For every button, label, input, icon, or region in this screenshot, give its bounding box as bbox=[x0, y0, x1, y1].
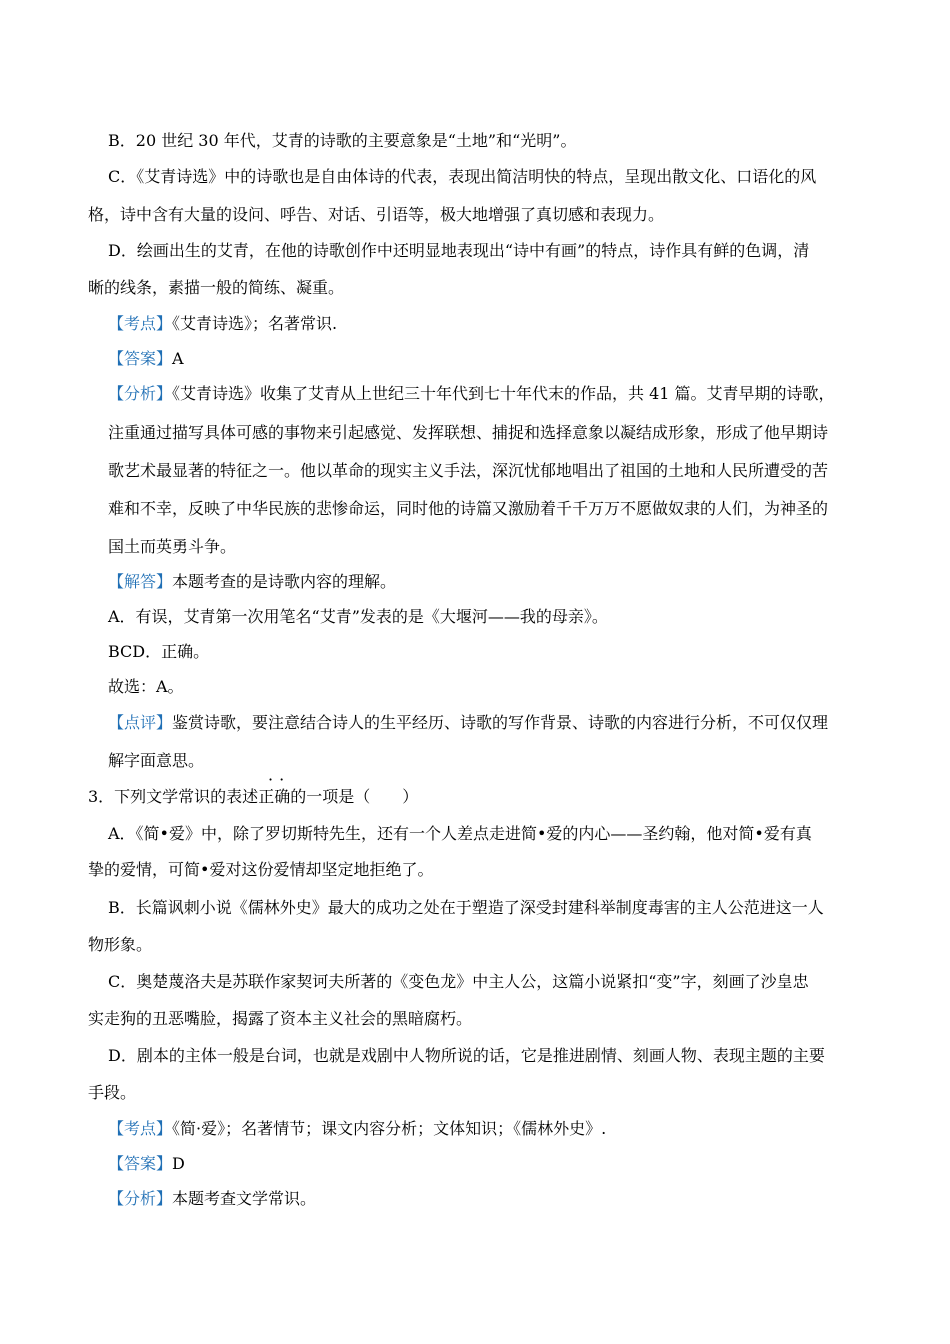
q2-option-d-line2: 晰的线条，素描一般的简练、凝重。 bbox=[88, 278, 345, 297]
q3-fenxi bbox=[108, 1189, 316, 1209]
q2-jieda-a: A．有误，艾青第一次用笔名“艾青”发表的是《大堰河——我的母亲》。 bbox=[108, 607, 608, 626]
q3-stem-after: 的一项是（ ） bbox=[290, 787, 419, 806]
q3-option-a-line2: 挚的爱情，可简•爱对这份爱情却坚定地拒绝了。 bbox=[88, 860, 434, 879]
q2-fenxi-line1 bbox=[108, 384, 835, 404]
dianping-text: 鉴赏诗歌，要注意结合诗人的生平经历、诗歌的写作背景、诗歌的内容进行分析，不可仅仅理 bbox=[172, 713, 829, 732]
q3-kaodian bbox=[108, 1119, 606, 1139]
answer-text: A bbox=[172, 349, 184, 368]
q3-option-d-line2: 手段。 bbox=[88, 1083, 137, 1102]
kaodian-label: 【考点】 bbox=[108, 314, 173, 333]
q2-dianping-line1 bbox=[108, 713, 828, 733]
dianping-label: 【点评】 bbox=[108, 713, 173, 732]
q3-option-c-line1: C．奥楚蔑洛夫是苏联作家契诃夫所著的《变色龙》中主人公，这篇小说紧扣“变”字，刻画了沙皇忠 bbox=[108, 972, 809, 991]
answer-label: 【答案】 bbox=[108, 1154, 173, 1173]
q3-stem bbox=[88, 787, 418, 807]
q3-option-b-line1: B．长篇讽刺小说《儒林外史》最大的成功之处在于塑造了深受封建科举制度毒害的主人公范进这一人 bbox=[108, 898, 824, 917]
q2-option-c-line2: 格，诗中含有大量的设问、呼告、对话、引语等，极大地增强了真切感和表现力。 bbox=[88, 205, 665, 224]
q2-jieda-bcd: BCD．正确。 bbox=[108, 642, 210, 661]
jieda-text: 本题考查的是诗歌内容的理解。 bbox=[172, 572, 397, 591]
q2-answer bbox=[108, 349, 184, 369]
q3-stem-emphasis: 正确 bbox=[258, 787, 291, 806]
kaodian-text: 《简·爱》；名著情节；课文内容分析；文体知识；《儒林外史》. bbox=[172, 1119, 607, 1138]
q2-kaodian bbox=[108, 314, 337, 334]
fenxi-text: 本题考查文学常识。 bbox=[172, 1189, 317, 1208]
q3-option-b-line2: 物形象。 bbox=[88, 935, 153, 954]
kaodian-text: 《艾青诗选》；名著常识. bbox=[172, 314, 338, 333]
kaodian-label: 【考点】 bbox=[108, 1119, 173, 1138]
q2-fenxi-line5: 国土而英勇斗争。 bbox=[108, 537, 237, 556]
q2-fenxi-line4: 难和不幸，反映了中华民族的悲惨命运，同时他的诗篇又激励着千千万万不愿做奴隶的人们，为神圣的 bbox=[108, 499, 829, 518]
q2-jieda bbox=[108, 572, 396, 592]
fenxi-text: 《艾青诗选》收集了艾青从上世纪三十年代到七十年代末的作品，共 41 篇。艾青早期的诗歌， bbox=[172, 384, 835, 403]
q2-fenxi-line2: 注重通过描写具体可感的事物来引起感觉、发挥联想、捕捉和选择意象以凝结成形象，形成了他早期诗 bbox=[108, 423, 829, 442]
q3-option-c-line2: 实走狗的丑恶嘴脸，揭露了资本主义社会的黑暗腐朽。 bbox=[88, 1009, 473, 1028]
emphasis-dots: ·· bbox=[268, 770, 291, 789]
jieda-label: 【解答】 bbox=[108, 572, 173, 591]
answer-text: D bbox=[172, 1154, 185, 1173]
q3-answer bbox=[108, 1154, 185, 1174]
q2-fenxi-line3: 歌艺术最显著的特征之一。他以革命的现实主义手法，深沉忧郁地唱出了祖国的土地和人民所遭受的苦 bbox=[108, 461, 829, 480]
q3-stem-before: 3．下列文学常识的表述 bbox=[88, 787, 259, 806]
q2-dianping-line2: 解字面意思。 bbox=[108, 751, 205, 770]
fenxi-label: 【分析】 bbox=[108, 384, 173, 403]
q2-option-b: B．20 世纪 30 年代，艾青的诗歌的主要意象是“土地”和“光明”。 bbox=[108, 131, 577, 150]
q3-option-a-line1: A．《简•爱》中，除了罗切斯特先生，还有一个人差点走进简•爱的内心——圣约翰，他对简•爱有真 bbox=[108, 824, 812, 843]
q2-jieda-final: 故选：A。 bbox=[108, 677, 184, 696]
q3-option-d-line1: D．剧本的主体一般是台词，也就是戏剧中人物所说的话，它是推进剧情、刻画人物、表现主题的主要 bbox=[108, 1046, 825, 1065]
q2-option-d-line1: D．绘画出生的艾青，在他的诗歌创作中还明显地表现出“诗中有画”的特点，诗作具有鲜的色调，清 bbox=[108, 241, 810, 260]
fenxi-label: 【分析】 bbox=[108, 1189, 173, 1208]
answer-label: 【答案】 bbox=[108, 349, 173, 368]
q2-option-c-line1: C．《艾青诗选》中的诗歌也是自由体诗的代表，表现出简洁明快的特点，呈现出散文化、口语化的风 bbox=[108, 167, 817, 186]
